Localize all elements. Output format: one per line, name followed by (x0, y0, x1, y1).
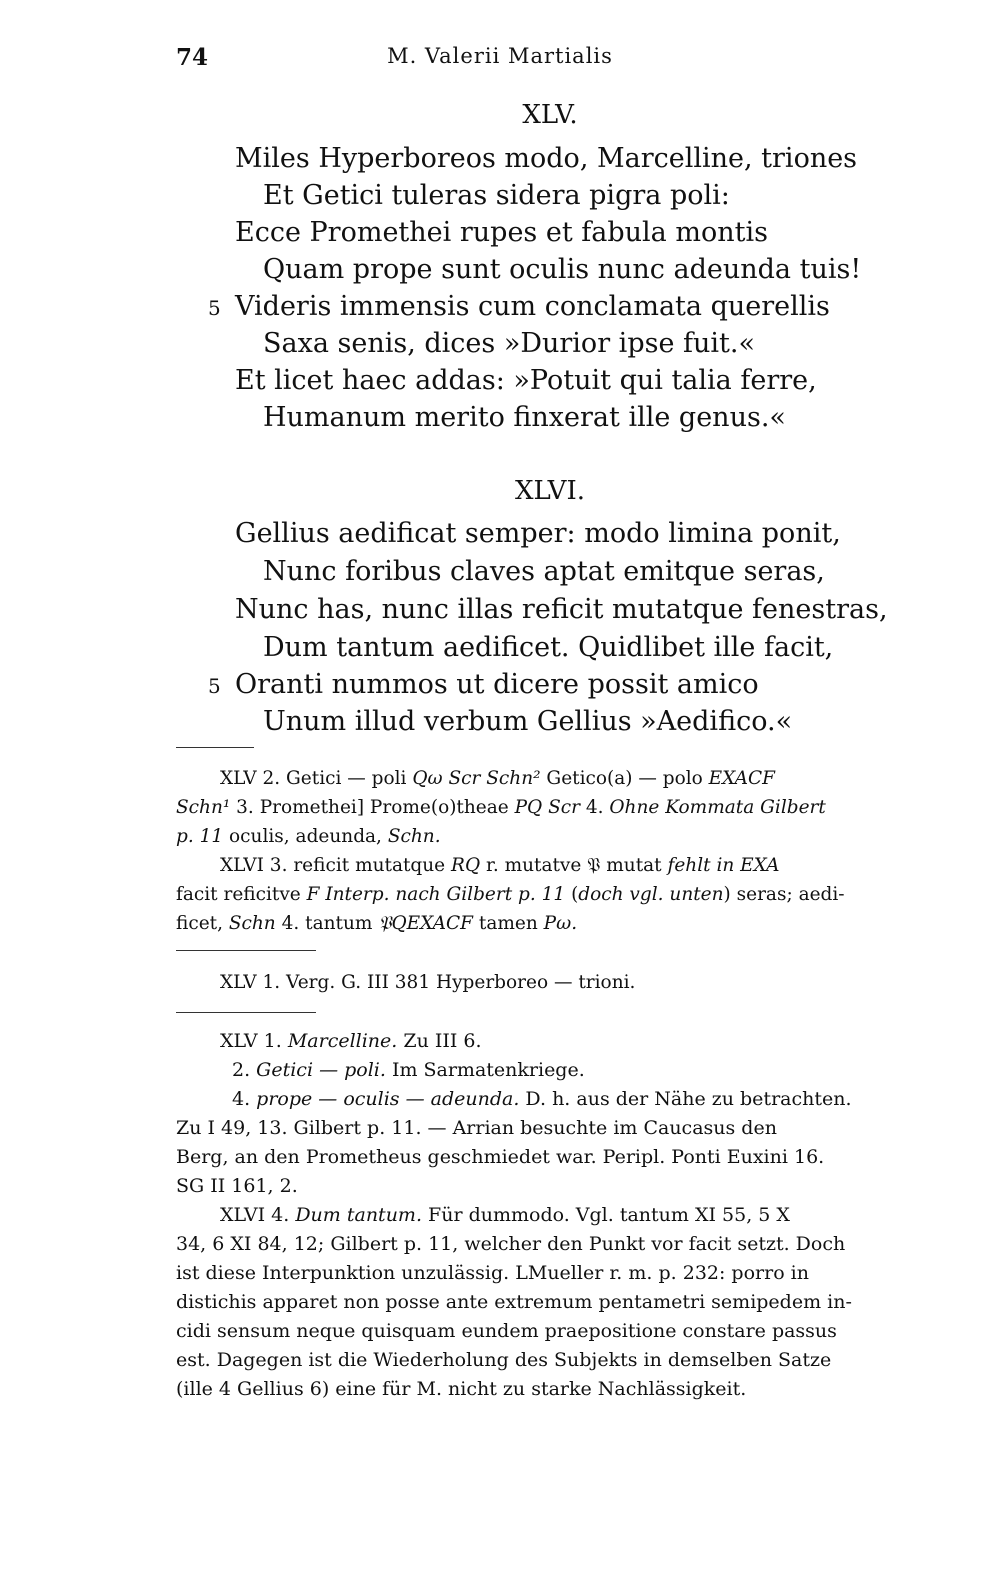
line-number: 5 (208, 296, 221, 320)
verse-line: Gellius aedificat semper: modo limina ponit, (235, 518, 841, 549)
verse-line: Ecce Promethei rupes et fabula montis (235, 217, 768, 248)
apparatus-line: Schn¹ 3. Promethei] Prome(o)theae PQ Scr 4. Ohne Kommata Gilbert (176, 797, 826, 818)
verse-line: Oranti nummos ut dicere possit amico (235, 669, 759, 700)
apparatus-line: XLV 2. Getici — poli Qω Scr Schn² Getico(a) — polo EXACF (220, 768, 776, 789)
apparatus-line: facit reficitve F Interp. nach Gilbert p. 11 (doch vgl. unten) seras; aedi- (176, 884, 845, 905)
line-number: 5 (208, 674, 221, 698)
parallels-line: XLV 1. Verg. G. III 381 Hyperboreo — trioni. (220, 972, 636, 993)
verse-line: Unum illud verbum Gellius »Aedifico.« (263, 706, 793, 737)
commentary-line: 4. prope — oculis — adeunda. D. h. aus der Nähe zu betrachten. (232, 1088, 852, 1110)
commentary-line: (ille 4 Gellius 6) eine für M. nicht zu starke Nachlässigkeit. (176, 1378, 747, 1400)
verse-line: Et Getici tuleras sidera pigra poli: (263, 180, 730, 211)
verse-line: Videris immensis cum conclamata querellis (235, 291, 830, 322)
verse-line: Humanum merito finxerat ille genus.« (263, 402, 786, 433)
separator-rule (176, 747, 254, 748)
commentary-line: Berg, an den Prometheus geschmiedet war. Peripl. Ponti Euxini 16. (176, 1146, 825, 1168)
separator-rule (176, 950, 316, 951)
verse-line: Nunc has, nunc illas reficit mutatque fenestras, (235, 594, 888, 625)
commentary-line: SG II 161, 2. (176, 1175, 298, 1197)
commentary-line: distichis apparet non posse ante extremum pentametri semipedem in- (176, 1291, 852, 1313)
commentary-line: 2. Getici — poli. Im Sarmatenkriege. (232, 1059, 585, 1081)
verse-line: Et licet haec addas: »Potuit qui talia ferre, (235, 365, 817, 396)
verse-line: Nunc foribus claves aptat emitque seras, (263, 556, 825, 587)
commentary-line: cidi sensum neque quisquam eundem praepositione constare passus (176, 1320, 837, 1342)
separator-rule (176, 1012, 316, 1013)
verse-line: Saxa senis, dices »Durior ipse fuit.« (263, 328, 755, 359)
commentary-line: est. Dagegen ist die Wiederholung des Subjekts in demselben Satze (176, 1349, 832, 1371)
commentary-line: XLVI 4. Dum tantum. Für dummodo. Vgl. tantum XI 55, 5 X (220, 1204, 790, 1226)
commentary-line: 34, 6 XI 84, 12; Gilbert p. 11, welcher den Punkt vor facit setzt. Doch (176, 1233, 846, 1255)
verse-line: Miles Hyperboreos modo, Marcelline, triones (235, 143, 858, 174)
commentary-line: Zu I 49, 13. Gilbert p. 11. — Arrian besuchte im Caucasus den (176, 1117, 777, 1139)
running-title: M. Valerii Martialis (387, 44, 613, 68)
poem-number: XLV. (522, 100, 578, 130)
apparatus-line: p. 11 oculis, adeunda, Schn. (176, 826, 441, 847)
commentary-line: ist diese Interpunktion unzulässig. LMueller r. m. p. 232: porro in (176, 1262, 809, 1284)
poem-number: XLVI. (514, 476, 585, 506)
verse-line: Quam prope sunt oculis nunc adeunda tuis! (263, 254, 862, 285)
apparatus-line: XLVI 3. reficit mutatque RQ r. mutatve 𝔓 mutat fehlt in EXA (220, 855, 780, 876)
page-number: 74 (176, 44, 209, 71)
commentary-line: XLV 1. Marcelline. Zu III 6. (220, 1030, 482, 1052)
apparatus-line: ficet, Schn 4. tantum 𝔓QEXACF tamen Pω. (176, 913, 578, 934)
verse-line: Dum tantum aedificet. Quidlibet ille facit, (263, 632, 834, 663)
